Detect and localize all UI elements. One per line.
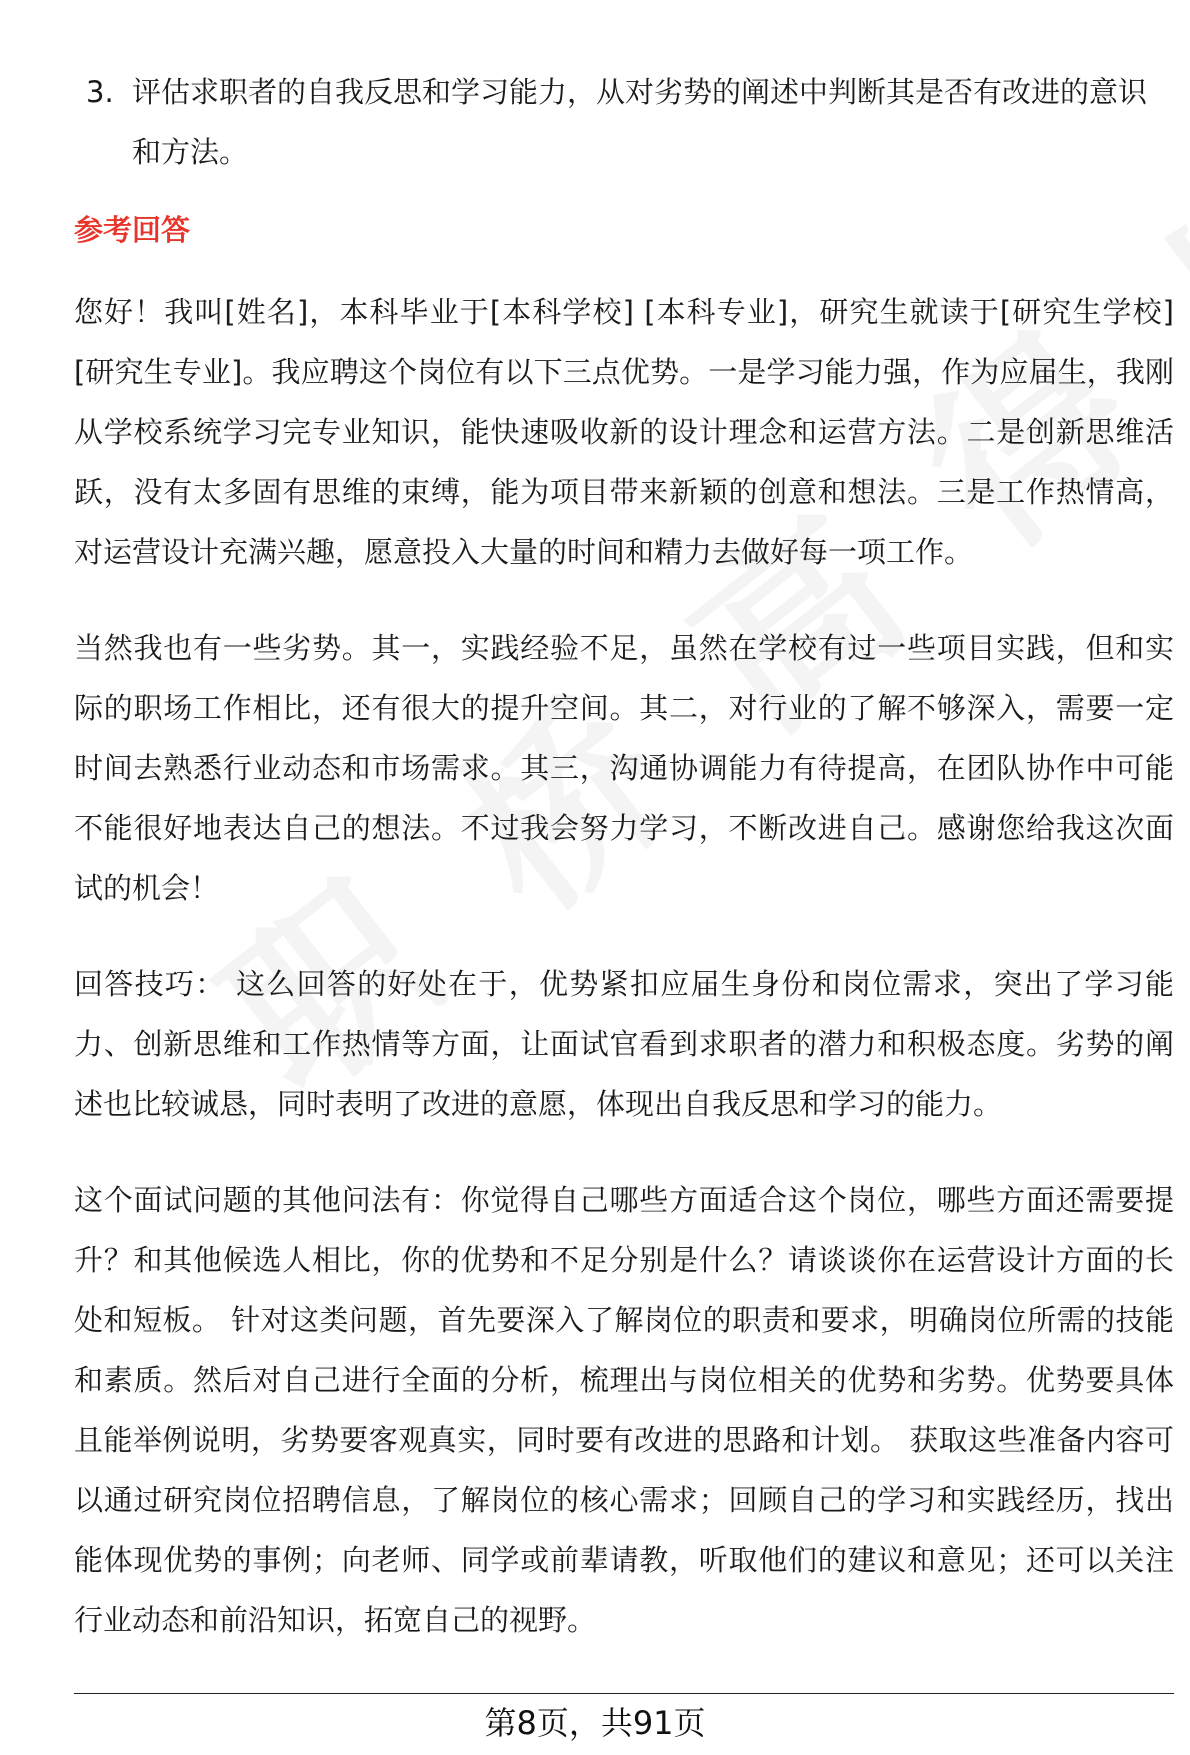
list-text: 评估求职者的自我反思和学习能力，从对劣势的阐述中判断其是否有改进的意识和方法。	[132, 75, 1148, 169]
weakness-paragraph: 当然我也有一些劣势。其一，实践经验不足，虽然在学校有过一些项目实践，但和实际的职场工作相比，还有很大的提升空间。其二，对行业的了解不够深入，需要一定时间去熟悉行业动态和市场需求。其三，沟通协调能力有待提高，在团队协作中可能不能很好地表达自己的想法。不过我会努力学习，不断改进自己。感谢您给我这次面试的机会！	[74, 631, 1174, 905]
section-heading: 参考回答	[74, 213, 191, 247]
list-number: 3.	[86, 75, 114, 109]
alternatives-paragraph: 这个面试问题的其他问法有：你觉得自己哪些方面适合这个岗位，哪些方面还需要提升？和其他候选人相比，你的优势和不足分别是什么？请谈谈你在运营设计方面的长处和短板。 针对这类问题，首先要深入了解岗位的职责和要求，明确岗位所需的技能和素质。然后对自己进行全面的分析，梳理出与岗位相关的优势和劣势。优势要具体且能举例说明，劣势要客观真实，同时要有改进的思路和计划。 获取这些准备内容可以通过研究岗位招聘信息，了解岗位的核心需求；回顾自己的学习和实践经历，找出能体现优势的事例；向老师、同学或前辈请教，听取他们的建议和意见；还可以关注行业动态和前沿知识，拓宽自己的视野。	[74, 1183, 1174, 1637]
footer-divider	[74, 1693, 1174, 1694]
tips-paragraph: 回答技巧： 这么回答的好处在于，优势紧扣应届生身份和岗位需求，突出了学习能力、创新思维和工作热情等方面，让面试官看到求职者的潜力和积极态度。劣势的阐述也比较诚恳，同时表明了改进的意愿，体现出自我反思和学习的能力。	[74, 967, 1174, 1121]
page-number: 第8页，共91页	[484, 1704, 706, 1742]
list-item	[86, 62, 1174, 182]
answer-paragraph: 您好！我叫[姓名]，本科毕业于[本科学校] [本科专业]，研究生就读于[研究生学校] [研究生专业]。我应聘这个岗位有以下三点优势。一是学习能力强，作为应届生，我刚从学校系统学习完专业知识，能快速吸收新的设计理念和运营方法。二是创新思维活跃，没有太多固有思维的束缚，能为项目带来新颖的创意和想法。三是工作热情高，对运营设计充满兴趣，愿意投入大量的时间和精力去做好每一项工作。	[74, 295, 1174, 569]
page-content	[74, 62, 1174, 1686]
